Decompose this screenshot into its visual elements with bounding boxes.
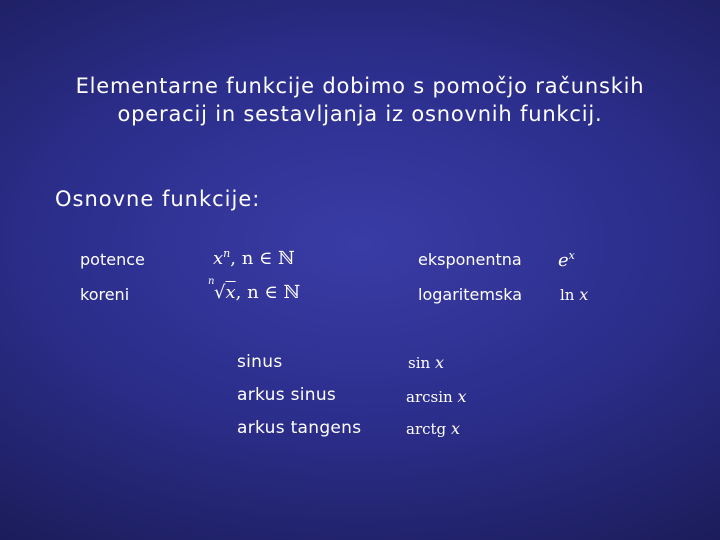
formula-logaritemska: ln x xyxy=(560,285,589,304)
row-label-potence: potence xyxy=(80,250,145,269)
row-label-sinus: sinus xyxy=(237,352,283,372)
intro-line-2: operacij in sestavljanja iz osnovnih funkcij. xyxy=(117,102,603,126)
row-label-logaritemska: logaritemska xyxy=(418,285,523,304)
formula-koreni: n √x, n ∈ ℕ xyxy=(208,276,300,303)
intro-text xyxy=(40,72,680,128)
formula-arkus-sinus: arcsin x xyxy=(406,387,467,406)
intro-line-1: Elementarne funkcije dobimo s pomočjo računskih xyxy=(75,74,645,98)
row-label-arkus-sinus: arkus sinus xyxy=(237,385,337,405)
row-label-arkus-tangens: arkus tangens xyxy=(237,418,362,438)
formula-sinus: sin x xyxy=(408,353,444,372)
row-label-koreni: koreni xyxy=(80,285,130,304)
formula-potence: $x^n$, n ∈ ℕ xyxy=(213,247,295,269)
row-label-eksponentna: eksponentna xyxy=(418,250,522,269)
formula-eksponentna: $e^x$ xyxy=(558,249,575,271)
formula-arkus-tangens: arctg x xyxy=(406,419,460,438)
section-title: Osnovne funkcije: xyxy=(55,187,261,211)
